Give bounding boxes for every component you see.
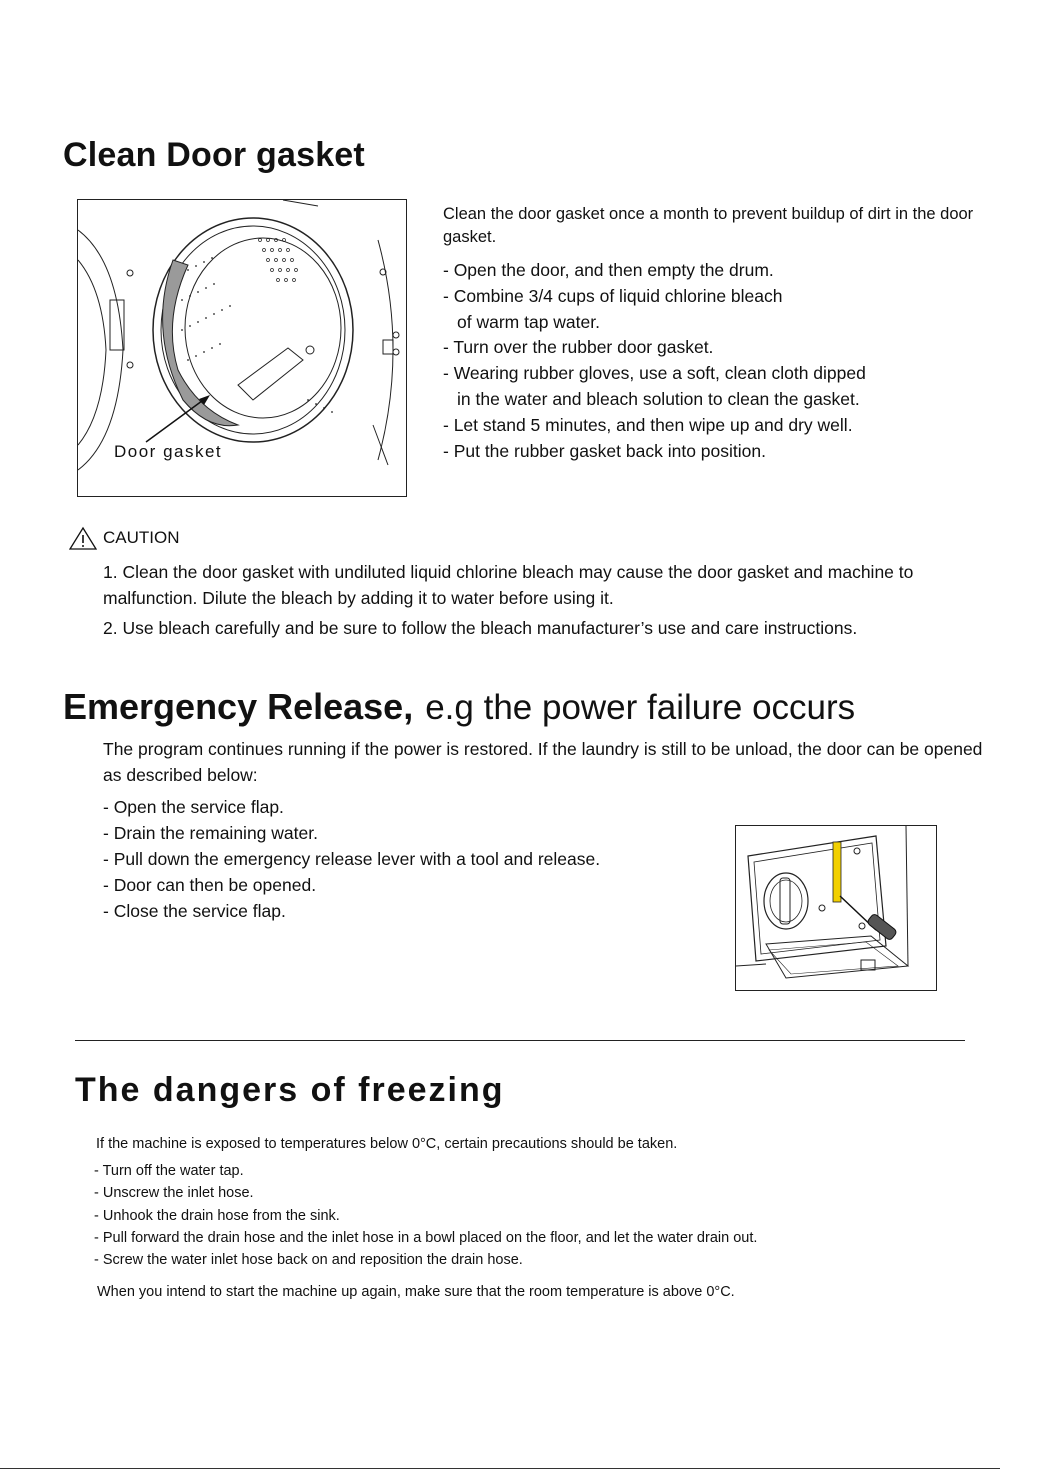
list-item: - Open the door, and then empty the drum. — [443, 260, 774, 280]
figure-label-door-gasket: Door gasket — [114, 442, 223, 461]
caution-list — [103, 559, 1003, 645]
clean-gasket-intro: Clean the door gasket once a month to prevent buildup of dirt in the door gasket. — [443, 205, 974, 246]
list-item: - Turn over the rubber door gasket. — [443, 337, 714, 358]
section-title-emergency-release — [63, 686, 855, 728]
caution-label: CAUTION — [103, 528, 180, 547]
list-item: - Combine 3/4 cups of liquid chlorine bleach — [443, 285, 783, 306]
freezing-intro: If the machine is exposed to temperatures below 0°C, certain precautions should be taken. — [96, 1136, 678, 1152]
list-item: - Let stand 5 minutes, and then wipe up and dry well. — [443, 414, 853, 435]
freezing-steps — [94, 1160, 994, 1271]
list-item: - Drain the remaining water. — [103, 823, 318, 843]
list-item: - Wearing rubber gloves, use a soft, clean cloth dipped — [443, 363, 866, 384]
list-item: of warm tap water. — [457, 311, 600, 332]
list-item: - Unscrew the inlet hose. — [94, 1185, 254, 1202]
list-item: in the water and bleach solution to clean the gasket. — [457, 388, 860, 409]
section-title-freezing: The dangers of freezing — [75, 1071, 505, 1109]
emergency-steps — [103, 794, 743, 924]
list-item: 1. Clean the door gasket with undiluted liquid chlorine bleach may cause the door gasket and machine to malfunction. Dilute the bleach by adding it to water before using it. — [103, 562, 914, 608]
list-item: 2. Use bleach carefully and be sure to follow the bleach manufacturer’s use and care instructions. — [103, 618, 858, 638]
list-item: - Pull down the emergency release lever with a tool and release. — [103, 849, 601, 869]
title-light: e.g the power failure occurs — [425, 688, 856, 727]
list-item: - Door can then be opened. — [103, 875, 317, 895]
list-item: - Open the service flap. — [103, 797, 284, 817]
emergency-release-drawing — [736, 826, 936, 990]
list-item: - Turn off the water tap. — [94, 1163, 244, 1179]
list-item: - Screw the water inlet hose back on and reposition the drain hose. — [94, 1252, 523, 1269]
warning-triangle-icon — [69, 526, 97, 550]
footer-rule — [0, 1468, 1000, 1469]
clean-gasket-steps — [443, 258, 1023, 464]
section-divider — [75, 1040, 965, 1041]
service-flap-illustration — [735, 825, 937, 991]
section-title-clean-gasket: Clean Door gasket — [63, 136, 365, 174]
title-bold: Emergency Release, — [63, 686, 414, 727]
list-item: - Put the rubber gasket back into position. — [443, 440, 766, 461]
list-item: - Pull forward the drain hose and the inlet hose in a bowl placed on the floor, and let the water drain out. — [94, 1229, 758, 1246]
freezing-outro: When you intend to start the machine up again, make sure that the room temperature is above 0°C. — [97, 1284, 735, 1300]
list-item: - Unhook the drain hose from the sink. — [94, 1207, 340, 1224]
emergency-intro: The program continues running if the power is restored. If the laundry is still to be unload, the door can be opened as described below: — [103, 739, 983, 785]
caution-heading — [69, 526, 180, 550]
door-gasket-illustration — [77, 199, 407, 497]
list-item: - Close the service flap. — [103, 901, 286, 921]
